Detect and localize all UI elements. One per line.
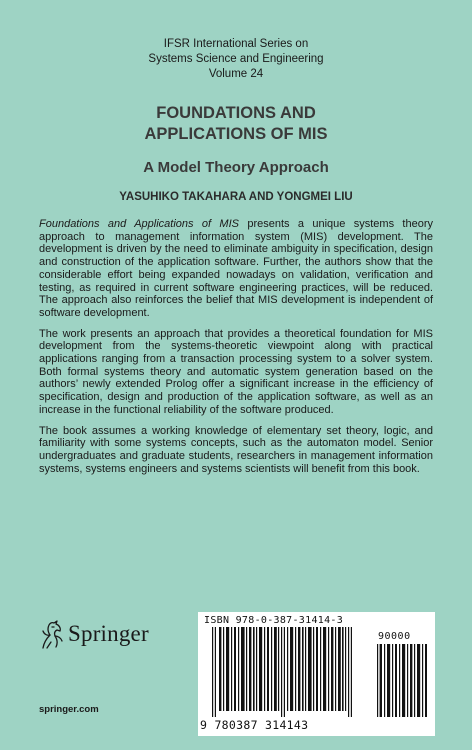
book-title-line-1: FOUNDATIONS AND: [156, 104, 316, 122]
publisher-website: springer.com: [39, 704, 99, 715]
book-blurb: [39, 218, 433, 483]
blurb-book-name: Foundations and Applications of MIS: [39, 218, 239, 230]
series-volume: Volume 24: [208, 68, 264, 80]
book-authors: YASUHIKO TAKAHARA AND YONGMEI LIU: [119, 191, 353, 203]
isbn-label: ISBN 978-0-387-31414-3: [204, 615, 344, 626]
blurb-paragraph-1: [39, 218, 433, 320]
series-info: [0, 37, 472, 82]
isbn-barcode-bars: [204, 627, 364, 717]
book-title: [0, 103, 472, 145]
series-line-2: Systems Science and Engineering: [148, 53, 324, 65]
book-subtitle: A Model Theory Approach: [143, 159, 329, 176]
blurb-paragraph-2: The work presents an approach that provides a theoretical foundation for MIS development from the systems-theoretic viewpoint along with practical applications ranging from a transaction processing system to a solver system. Both formal systems theory and automatic system generation based on the authors’ newly extended Prolog offer a significant increase in the efficiency of specification, design and production of the application software, as well as an increase in the functional reliability of the software produced.: [39, 327, 433, 416]
blurb-paragraph-3: The book assumes a working knowledge of elementary set theory, logic, and familiarity with some systems concepts, such as the automaton model. Senior undergraduates and graduate students, researchers in management information systems, systems engineers and systems scientists will benefit from this book.: [39, 424, 433, 475]
springer-logo: [38, 618, 178, 654]
barcode-box: [198, 612, 435, 736]
book-title-line-2: APPLICATIONS OF MIS: [144, 125, 328, 143]
blurb-paragraph-1-text: presents a unique systems theory approach to management information system (MIS) development. The development is driven by the need to eliminate ambiguity in specification, design and construction of the application software. Further, the authors show that the considerable effort being expanded nowadays on validation, verification and testing, as required in current software engineering practices, will be reduced. The approach also reinforces the belief that MIS development is independent of software development.: [39, 218, 434, 319]
barcode-digits: 9 780387 314143: [200, 718, 309, 732]
publisher-name: Springer: [68, 621, 149, 646]
price-addon-barcode-bars: [376, 644, 428, 717]
price-addon-label: 90000: [378, 631, 411, 642]
springer-horse-icon: [38, 618, 66, 652]
series-line-1: IFSR International Series on: [163, 38, 309, 50]
